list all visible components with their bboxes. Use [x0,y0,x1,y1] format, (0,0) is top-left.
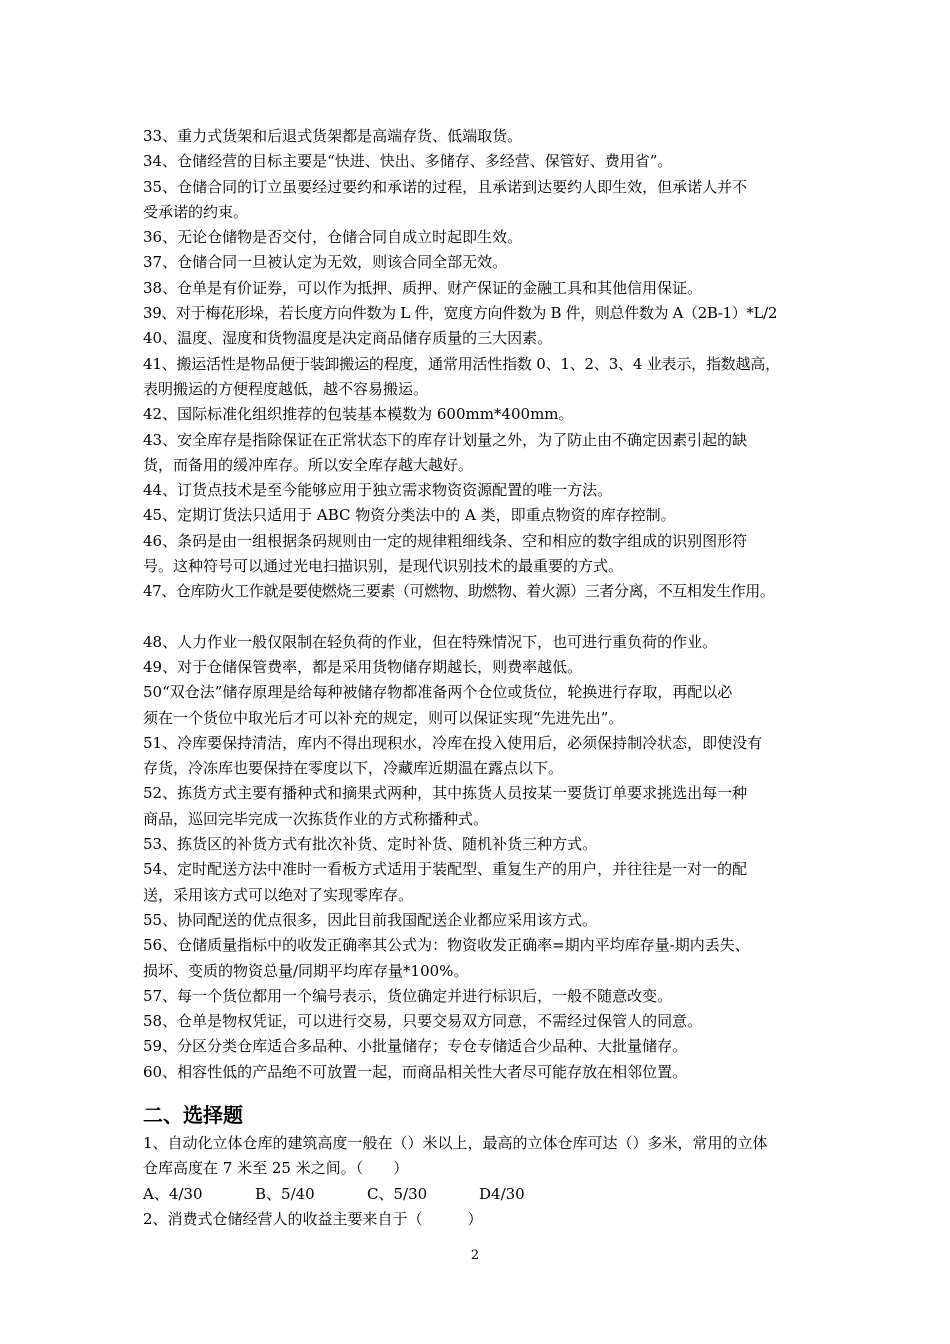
item-46-cont: 号。这种符号可以通过光电扫描识别，是现代识别技术的最重要的方式。 [143,557,624,576]
item-55: 55、协同配送的优点很多，因此目前我国配送企业都应采用该方式。 [143,910,598,929]
item-50-cont: 须在一个货位中取光后才可以补充的规定，则可以保证实现“先进先出”。 [143,708,624,727]
item-54-cont: 送，采用该方式可以绝对了实现零库存。 [143,885,414,904]
item-57: 57、每一个货位都用一个编号表示，货位确定并进行标识后，一般不随意改变。 [143,986,673,1005]
item-33: 33、重力式货架和后退式货架都是高端存货、低端取货。 [143,127,523,145]
item-37: 37、仓储合同一旦被认定为无效，则该合同全部无效。 [143,253,508,272]
page-number: 2 [470,1248,480,1263]
item-52: 52、拣货方式主要有播种式和摘果式两种，其中拣货人员按某一要货订单要求挑选出每一种 [143,784,748,803]
option-c: C、5/30 [367,1184,428,1203]
item-35-cont: 受承诺的约束。 [143,202,249,221]
item-52-cont: 商品，巡回完毕完成一次拣货作业的方式称播种式。 [143,809,489,828]
item-41: 41、搬运活性是物品便于装卸搬运的程度，通常用活性指数 0、1、2、3、4 业表示，指数越高， [143,354,780,373]
item-59: 59、分区分类仓库适合多品种、小批量储存；专仓专储适合少品种、大批量储存。 [143,1037,688,1056]
item-51: 51、冷库要保持清洁，库内不得出现积水，冷库在投入使用后，必须保持制冷状态，即使没有 [143,733,763,752]
item-50: 50“双仓法”储存原理是给每种被储存物都准备两个仓位或货位，轮换进行存取，再配以必 [143,683,733,702]
item-38: 38、仓单是有价证券，可以作为抵押、质押、财产保证的金融工具和其他信用保证。 [143,278,703,297]
item-39: 39、对于梅花形垛，若长度方向件数为 L 件，宽度方向件数为 B 件，则总件数为 A（2B-1）*L/2 [143,304,778,323]
item-45: 45、定期订货法只适用于 ABC 物资分类法中的 A 类，即重点物资的库存控制。 [143,506,676,525]
item-44: 44、订货点技术是至今能够应用于独立需求物资资源配置的唯一方法。 [143,481,613,500]
page-content [143,124,813,1232]
item-36: 36、无论仓储物是否交付，仓储合同自成立时起即生效。 [143,228,523,247]
item-40: 40、温度、湿度和货物温度是决定商品储存质量的三大因素。 [143,329,553,348]
item-58: 58、仓单是物权凭证，可以进行交易，只要交易双方同意，不需经过保管人的同意。 [143,1012,703,1031]
item-43: 43、安全库存是指除保证在正常状态下的库存计划量之外，为了防止由不确定因素引起的缺 [143,430,748,449]
item-53: 53、拣货区的补货方式有批次补货、定时补货、随机补货三种方式。 [143,835,598,854]
item-48: 48、人力作业一般仅限制在轻负荷的作业，但在特殊情况下，也可进行重负荷的作业。 [143,632,718,651]
question-1: 1、自动化立体仓库的建筑高度一般在（）米以上，最高的立体仓库可达（）多米，常用的立体 [143,1133,768,1152]
blank-line [143,605,813,630]
item-41-cont: 表明搬运的方便程度越低，越不容易搬运。 [143,379,429,398]
option-a: A、4/30 [143,1184,203,1203]
item-43-cont: 货，而备用的缓冲库存。所以安全库存越大越好。 [143,455,474,474]
option-b: B、5/40 [255,1184,315,1203]
item-60: 60、相容性低的产品绝不可放置一起，而商品相关性大者尽可能存放在相邻位置。 [143,1062,688,1081]
item-46: 46、条码是由一组根据条码规则由一定的规律粗细线条、空和相应的数字组成的识别图形符 [143,531,748,550]
section-spacer [143,1085,813,1097]
section-heading: 二、选择题 [143,1102,243,1127]
item-54: 54、定时配送方法中准时一看板方式适用于装配型、重复生产的用户，并往往是一对一的配 [143,860,748,879]
question-1-cont: 仓库高度在 7 米至 25 米之间。（ ） [143,1159,409,1178]
question-2: 2、消费式仓储经营人的收益主要来自于（ ） [143,1209,483,1228]
item-56: 56、仓储质量指标中的收发正确率其公式为：物资收发正确率=期内平均库存量-期内丢失、 [143,936,750,955]
item-47: 47、仓库防火工作就是要使燃烧三要素（可燃物、助燃物、着火源）三者分离，不互相发生作用。 [143,582,775,601]
item-35: 35、仓储合同的订立虽要经过要约和承诺的过程，且承诺到达要约人即生效，但承诺人并不 [143,177,748,196]
question-1-options [143,1182,813,1207]
item-51-cont: 存货，冷冻库也要保持在零度以下，冷藏库近期温在露点以下。 [143,759,564,778]
item-42: 42、国际标准化组织推荐的包装基本模数为 600mm*400mm。 [143,405,574,424]
item-49: 49、对于仓储保管费率，都是采用货物储存期越长，则费率越低。 [143,657,583,676]
item-34: 34、仓储经营的目标主要是“快进、快出、多储存、多经营、保管好、费用省”。 [143,152,673,171]
option-d: D4/30 [479,1184,525,1203]
item-56-cont: 损坏、变质的物资总量/同期平均库存量*100%。 [143,961,469,980]
